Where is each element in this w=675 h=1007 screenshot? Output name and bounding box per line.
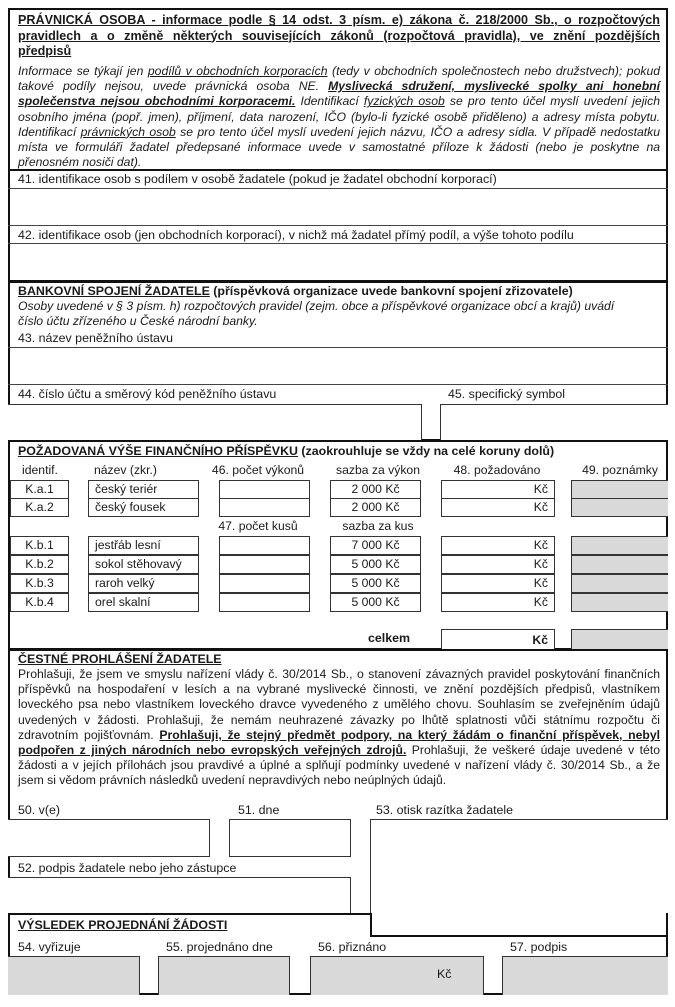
divider (370, 913, 372, 937)
field51-input[interactable] (229, 819, 351, 857)
row-requested-input[interactable]: Kč (441, 593, 555, 612)
header-rate-a: sazba za výkon (335, 463, 420, 477)
divider (8, 384, 668, 385)
field45-input[interactable] (440, 404, 668, 441)
row-requested-input[interactable]: Kč (441, 574, 555, 593)
total-notes[interactable] (571, 629, 668, 650)
row-count-input[interactable] (219, 498, 310, 517)
row-name: jestřáb lesní (88, 536, 199, 555)
row-notes-input[interactable] (571, 536, 668, 555)
field56-input[interactable] (310, 956, 484, 995)
field54-label: 54. vyřizuje (18, 940, 81, 954)
header-name: název (zkr.) (94, 463, 157, 477)
row-id: K.b.3 (10, 574, 69, 593)
field57-input[interactable] (502, 956, 668, 995)
total-label: celkem (368, 631, 411, 645)
amount-title: POŽADOVANÁ VÝŠE FINANČNÍHO PŘÍSPĚVKU (zaokrouhluje se vždy na celé koruny dolů) (18, 444, 555, 458)
field43-input[interactable] (10, 348, 666, 384)
field44-input[interactable] (8, 404, 422, 441)
legal-person-title: PRÁVNICKÁ OSOBA - informace podle § 14 odst. 3 písm. e) zákona č. 218/2000 Sb., o rozpočtových pravidlech a o změně některých souvisejících zákonů (rozpočtová pravidla), ve znění pozdějších předpisů (18, 13, 660, 58)
row-name: orel skalní (88, 593, 199, 612)
total-value[interactable]: Kč (441, 629, 555, 650)
row-requested-input[interactable]: Kč (441, 536, 555, 555)
declaration-title: ČESTNÉ PROHLÁŠENÍ ŽADATELE (18, 652, 222, 666)
bank-title: BANKOVNÍ SPOJENÍ ŽADATELE (příspěvková organizace uvede bankovní spojení zřizovatele) (18, 284, 573, 298)
row-count-input[interactable] (219, 536, 310, 555)
header-identif: identif. (22, 463, 58, 477)
row-requested-input[interactable]: Kč (441, 498, 555, 517)
field42-label: 42. identifikace osob (jen obchodních korporací), v nichž má žadatel přímý podíl, a výše tohoto podílu (18, 228, 574, 242)
row-name: raroh velký (88, 574, 199, 593)
row-rate: 5 000 Kč (330, 593, 421, 612)
row-count-input[interactable] (219, 555, 310, 574)
field53-label: 53. otisk razítka žadatele (376, 803, 514, 817)
field51-label: 51. dne (238, 803, 280, 817)
field41-label: 41. identifikace osob s podílem v osobě žadatele (pokud je žadatel obchodní korporací) (18, 172, 497, 186)
row-notes-input[interactable] (571, 574, 668, 593)
row-name: český teriér (88, 480, 199, 499)
field41-input[interactable] (10, 189, 666, 225)
field56-currency: Kč (437, 967, 452, 981)
row-id: K.a.1 (10, 480, 69, 499)
field52-input[interactable] (8, 877, 351, 915)
row-rate: 5 000 Kč (330, 574, 421, 593)
row-count-input[interactable] (219, 480, 310, 499)
legal-person-note: Informace se týkají jen podílů v obchodních korporacích (tedy v obchodních společnostech nebo družstvech); pokud takové podíly nejsou, uvede právnická osoba NE. Myslivecká sdružení, myslivecké spolky ani honební společenstva nejsou obchodními korporacemi. Identifikací fyzických osob se pro tento účel myslí uvedení jejich osobního jména (popř. jmen), příjmení, data narození, IČO (bylo-li fyzické osobě přiděleno) a adresy místa pobytu. Identifikací právnických osob se pro tento účel myslí uvedení jejich názvu, IČO a adresy sídla. V případě nedostatku místa ve formuláři žadatel předepsané informace uvede v samostatné příloze k žádosti (nebo je poskytne na přenosném nosiči dat). (18, 64, 660, 170)
divider (8, 169, 668, 171)
header-count-a: 46. počet výkonů (211, 463, 305, 477)
declaration-text: Prohlašuji, že jsem ve smyslu nařízení vlády č. 30/2014 Sb., o stanovení závazných pravidel poskytování finančních příspěvků na hospodaření v lesích a na vybrané myslivecké činnosti, ve znění pozdějších předpisů, vlastníkem loveckého psa nebo vlastníkem loveckého dravce vyvedeného z umělého chovu. Souhlasím se zveřejněním údajů uvedených v žádosti. Prohlašuji, že nemám neuhrazené závazky po lhůtě splatnosti vůči státnímu rozpočtu či zdravotním pojišťovnám. Prohlašuji, že stejný předmět podpory, na který žádám o finanční příspěvek, nebyl podpořen z jiných národních nebo evropských veřejných zdrojů. Prohlašuji, že veškeré údaje uvedené v této žádosti a v jejích přílohách jsou pravdivé a úplné a splňují podmínky uvedené v nařízení vlády č. 30/2014 Sb., a že jsem si vědom právních následků uvedení nepravdivých nebo neúplných údajů. (18, 667, 660, 788)
field52-label: 52. podpis žadatele nebo jeho zástupce (18, 861, 237, 875)
row-notes-input[interactable] (571, 498, 668, 517)
field55-input[interactable] (158, 956, 290, 995)
field50-label: 50. v(e) (18, 803, 61, 817)
field44-label: 44. číslo účtu a směrový kód peněžního ústavu (18, 387, 277, 401)
field50-input[interactable] (8, 819, 210, 857)
result-title: VÝSLEDEK PROJEDNÁNÍ ŽÁDOSTI (18, 918, 228, 932)
divider (8, 913, 372, 915)
field43-label: 43. název peněžního ústavu (18, 331, 173, 345)
row-notes-input[interactable] (571, 555, 668, 574)
row-name: sokol stěhovavý (88, 555, 199, 574)
row-requested-input[interactable]: Kč (441, 555, 555, 574)
row-rate: 2 000 Kč (330, 498, 421, 517)
bank-note: Osoby uvedené v § 3 písm. h) rozpočtových pravidel (zejm. obce a příspěvkové organizace obcí a krajů) uvádí číslo účtu zřízeného u České národní banky. (18, 299, 615, 329)
row-id: K.b.1 (10, 536, 69, 555)
field42-input[interactable] (10, 244, 666, 280)
row-rate: 2 000 Kč (330, 480, 421, 499)
header-rate-b: sazba za kus (342, 519, 414, 533)
field45-label: 45. specifický symbol (448, 387, 566, 401)
field54-input[interactable] (8, 956, 140, 995)
field57-label: 57. podpis (510, 940, 568, 954)
row-id: K.b.2 (10, 555, 69, 574)
divider (8, 225, 668, 226)
row-notes-input[interactable] (571, 593, 668, 612)
row-name: český fousek (88, 498, 199, 517)
row-count-input[interactable] (219, 593, 310, 612)
row-rate: 7 000 Kč (330, 536, 421, 555)
field56-label: 56. přiznáno (318, 940, 387, 954)
row-rate: 5 000 Kč (330, 555, 421, 574)
row-requested-input[interactable]: Kč (441, 480, 555, 499)
row-count-input[interactable] (219, 574, 310, 593)
row-id: K.b.4 (10, 593, 69, 612)
header-count-b: 47. počet kusů (218, 519, 298, 533)
header-requested: 48. požadováno (453, 463, 541, 477)
field55-label: 55. projednáno dne (166, 940, 273, 954)
row-id: K.a.2 (10, 498, 69, 517)
header-notes: 49. poznámky (582, 463, 658, 477)
row-notes-input[interactable] (571, 480, 668, 499)
